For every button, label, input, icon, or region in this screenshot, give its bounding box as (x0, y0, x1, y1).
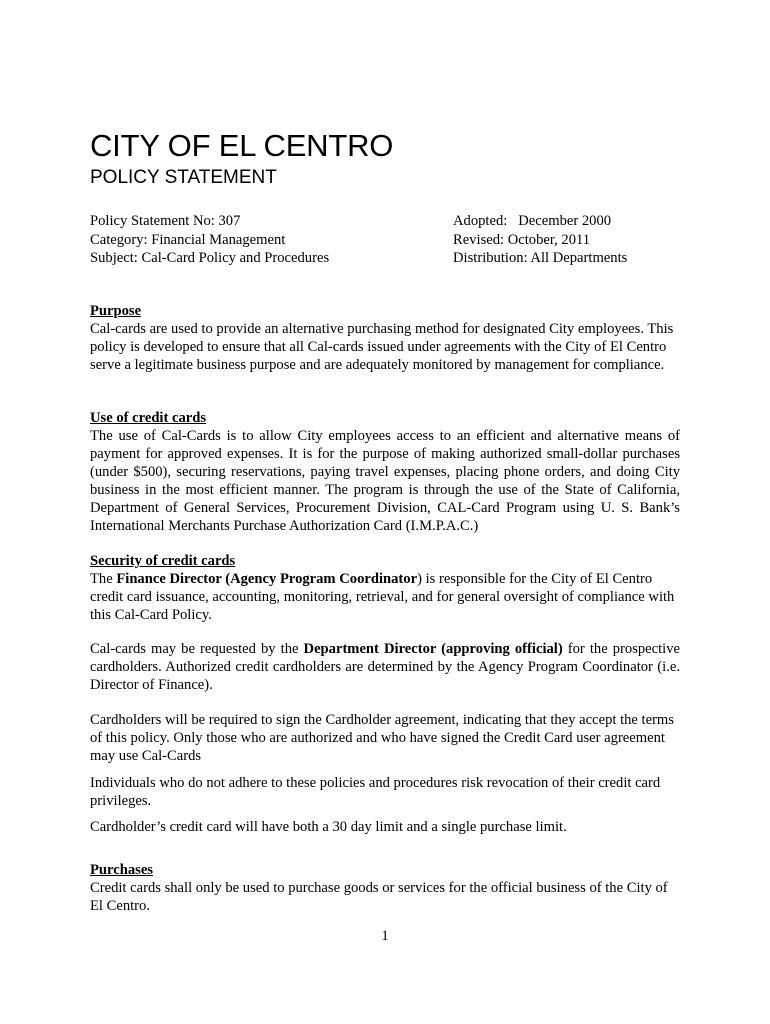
security-paragraph-1 (90, 570, 680, 624)
security-paragraph-2 (90, 640, 680, 694)
policy-number: Policy Statement No: 307 (90, 213, 241, 229)
page-number: 1 (381, 928, 389, 944)
purchases-heading: Purchases (90, 862, 153, 878)
policy-subject: Subject: Cal-Card Policy and Procedures (90, 250, 330, 266)
policy-adopted: Adopted: December 2000 (453, 213, 612, 229)
security-section (90, 552, 680, 624)
security-agreement-paragraph (90, 711, 680, 765)
security-p1-bold: Finance Director (Agency Program Coordinator (116, 571, 418, 587)
purpose-heading: Purpose (90, 303, 142, 319)
security-paragraph-4: Individuals who do not adhere to these policies and procedures risk revocation of their credit card privileges. (90, 775, 661, 809)
policy-category: Category: Financial Management (90, 231, 286, 248)
document-subtitle: POLICY STATEMENT (90, 167, 277, 188)
security-limit-paragraph (90, 818, 680, 836)
purchases-text: Credit cards shall only be used to purchase goods or services for the official business of the City of El Centro. (90, 880, 668, 914)
security-p1-pre: The (90, 571, 117, 587)
policy-distribution: Distribution: All Departments (453, 250, 628, 266)
security-p2-pre: Cal-cards may be requested by the (90, 641, 304, 657)
policy-meta-left (90, 212, 329, 268)
security-p2-bold: Department Director (approving official) (303, 641, 563, 657)
document-title: CITY OF EL CENTRO (90, 128, 394, 163)
purpose-section (90, 302, 680, 374)
use-text: The use of Cal-Cards is to allow City employees access to an efficient and alternative means of payment for approved expenses. It is for the purpose of making authorized small-dollar purchases (under $500), securing reservations, paying travel expenses, placing phone orders, and doing City business in the most efficient manner. The program is through the use of the State of California, Department of General Services, Procurement Division, CAL-Card Program using U. S. Bank’s International Merchants Purchase Authorization Card (I.M.P.A.C.) (90, 428, 680, 534)
purpose-text: Cal-cards are used to provide an alternative purchasing method for designated City employees. This policy is developed to ensure that all Cal-cards issued under agreements with the City of El Centro serve a legitimate business purpose and are adequately monitored by management for compliance. (90, 321, 674, 373)
use-section (90, 409, 680, 535)
security-p1-post: ) is responsible for the City of El Centro credit card issuance, accounting, monitoring, retrieval, and for general oversight of compliance with this Cal-Card Policy. (90, 571, 675, 623)
security-revocation-paragraph (90, 774, 680, 810)
security-paragraph-3: Cardholders will be required to sign the Cardholder agreement, indicating that they accept the terms of this policy. Only those who are authorized and who have signed the Credit Card user agreement may use Cal-Cards (90, 712, 674, 764)
security-p2-post: for the prospective cardholders. Authorized credit cardholders are determined by the Agency Program Coordinator (i.e. Director of Finance). (90, 641, 681, 693)
use-heading: Use of credit cards (90, 410, 207, 426)
policy-revised: Revised: October, 2011 (453, 231, 591, 248)
security-approval-paragraph (90, 640, 680, 694)
security-paragraph-5: Cardholder’s credit card will have both a 30 day limit and a single purchase limit. (90, 819, 567, 835)
purchases-section (90, 861, 680, 915)
security-heading: Security of credit cards (90, 553, 236, 569)
policy-meta-right (453, 212, 627, 268)
